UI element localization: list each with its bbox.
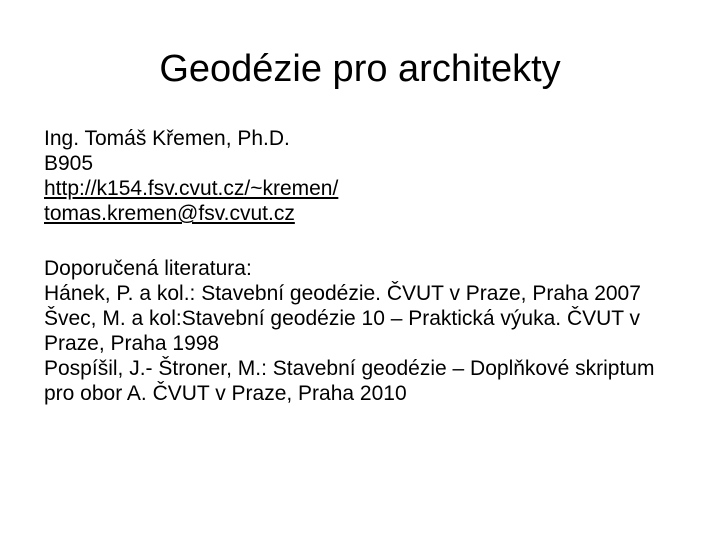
literature-item: Hánek, P. a kol.: Stavební geodézie. ČVUT v Praze, Praha 2007 [44, 282, 641, 305]
email-link[interactable]: tomas.kremen@fsv.cvut.cz [44, 202, 295, 225]
website-link[interactable]: http://k154.fsv.cvut.cz/~kremen/ [44, 177, 339, 200]
literature-item: Švec, M. a kol:Stavební geodézie 10 – Praktická výuka. ČVUT v Praze, Praha 1998 [44, 307, 641, 355]
slide-title: Geodézie pro architekty [159, 48, 561, 90]
room-number: B905 [44, 152, 94, 175]
literature-item: Pospíšil, J.- Štroner, M.: Stavební geodézie – Doplňkové skriptum pro obor A. ČVUT v Praze, Praha 2010 [44, 357, 655, 405]
slide-content [44, 126, 684, 406]
literature-heading: Doporučená literatura: [44, 257, 252, 280]
spacer [44, 226, 684, 256]
author-name: Ing. Tomáš Křemen, Ph.D. [44, 127, 290, 150]
email-link-line [44, 201, 684, 226]
website-link-line [44, 176, 684, 201]
